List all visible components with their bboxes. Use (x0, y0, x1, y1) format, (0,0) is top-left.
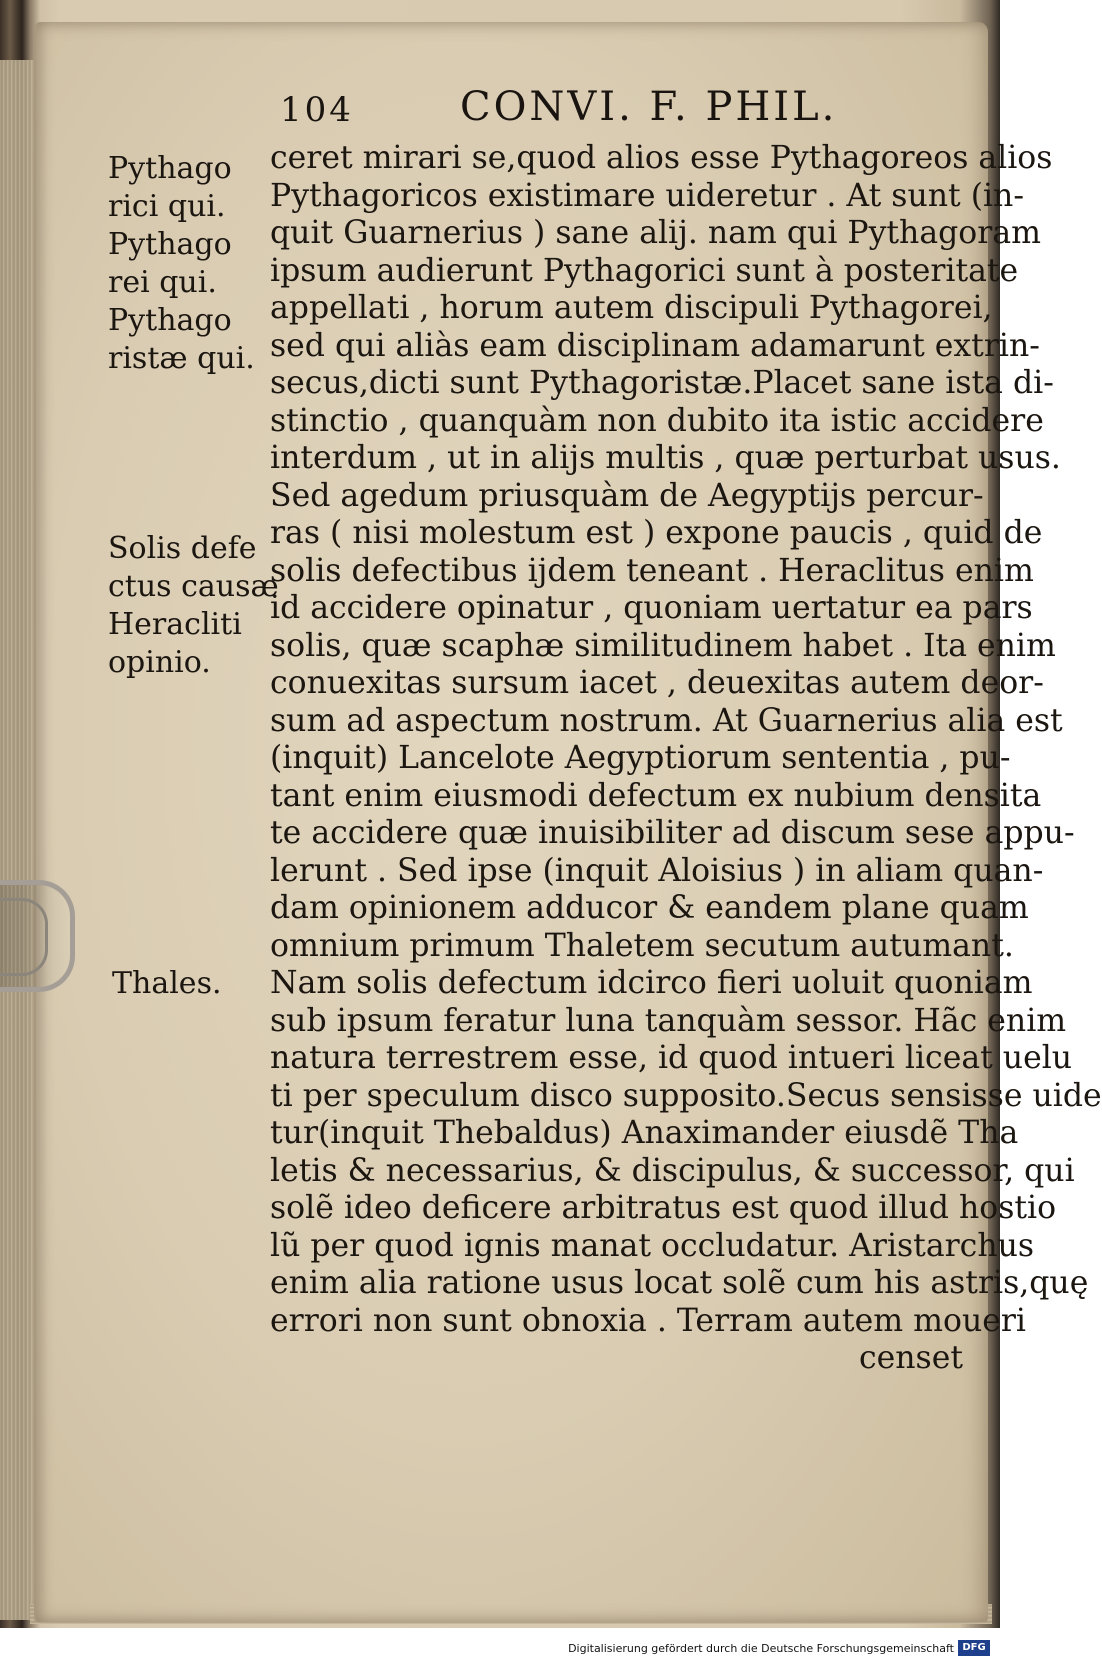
text-line: conuexitas sursum iacet , deuexitas autem deor- (270, 665, 1044, 701)
text-line: tur(inquit Thebaldus) Anaximander eiusdẽ Tha (270, 1115, 1019, 1151)
text-line: solis defectibus ijdem teneant . Heraclitus enim (270, 552, 1034, 589)
text-line: sum ad aspectum nostrum. At Guarnerius alia est (270, 702, 1063, 739)
text-line: te accidere quæ inuisibiliter ad discum sese appu- (270, 815, 1075, 851)
text-line: stinctio , quanquàm non dubito ita istic accidere (270, 402, 1044, 439)
margin-note-line: Thales. (112, 966, 222, 1001)
margin-note-line: ctus causæ (108, 569, 279, 604)
margin-note-line: Solis defe (108, 531, 257, 566)
margin-note-line: Heracliti (108, 607, 242, 642)
page-clip-inner (0, 898, 48, 976)
body-text (270, 140, 1102, 1378)
text-line: sed qui aliàs eam disciplinam adamarunt extrin- (270, 327, 1040, 364)
margin-note-line: rei qui. (108, 265, 217, 300)
page-number: 104 (280, 90, 354, 130)
text-line: sub ipsum feratur luna tanquàm sessor. Hãc enim (270, 1002, 1067, 1039)
text-line: solẽ ideo deficere arbitratus est quod illud hostio (270, 1190, 1057, 1226)
text-line: enim alia ratione usus locat solẽ cum his astris,quę (270, 1265, 1089, 1301)
text-line: omnium primum Thaletem secutum autumant. (270, 927, 1014, 964)
text-line: ceret mirari se,quod alios esse Pythagoreos alios (270, 140, 1053, 176)
margin-note-line: rici qui. (108, 189, 226, 224)
margin-note-line: ristæ qui. (108, 341, 255, 376)
catchword: censet (858, 1340, 963, 1376)
digitization-footer (0, 1630, 1000, 1666)
text-line: ti per speculum disco supposito.Secus sensisse uide (270, 1077, 1102, 1114)
margin-note-line: opinio. (108, 645, 211, 680)
margin-note-solis-defectus (108, 530, 279, 682)
running-head: CONVI. F. PHIL. (460, 84, 838, 130)
funding-credit: Digitalisierung gefördert durch die Deutsche Forschungsgemeinschaft (568, 1642, 954, 1655)
margin-note-line: Pythago (108, 227, 232, 262)
text-line: letis & necessarius, & discipulus, & successor, qui (270, 1152, 1075, 1189)
text-line: ipsum audierunt Pythagorici sunt à posteritate (270, 252, 1019, 289)
margin-note-line: Pythago (108, 151, 232, 186)
text-line: dam opinionem adducor & eandem plane quam (270, 890, 1029, 926)
page-header (280, 80, 920, 140)
text-line: Pythagoricos existimare uideretur . At sunt (in- (270, 177, 1024, 214)
margin-note-line: Pythago (108, 303, 232, 338)
margin-note-thales (112, 965, 222, 1003)
text-line: (inquit) Lancelote Aegyptiorum sententia , pu- (270, 740, 1011, 776)
text-line: Nam solis defectum idcirco fieri uoluit quoniam (270, 965, 1033, 1001)
dfg-logo: DFG (958, 1640, 990, 1656)
text-line: errori non sunt obnoxia . Terram autem moueri (270, 1302, 1026, 1339)
text-line: quit Guarnerius ) sane alij. nam qui Pythagoram (270, 215, 1041, 251)
text-line: natura terrestrem esse, id quod intueri liceat uelu (270, 1040, 1073, 1076)
text-line: interdum , ut in alijs multis , quæ perturbat usus. (270, 440, 1061, 476)
text-line: Sed agedum priusquàm de Aegyptijs percur- (270, 477, 984, 514)
text-line: lũ per quod ignis manat occludatur. Aristarchus (270, 1227, 1035, 1264)
text-line: id accidere opinatur , quoniam uertatur ea pars (270, 590, 1033, 626)
margin-note-pythagorici (108, 150, 255, 378)
text-line: lerunt . Sed ipse (inquit Aloisius ) in aliam quan- (270, 852, 1044, 889)
text-line: secus,dicti sunt Pythagoristæ.Placet sane ista di- (270, 365, 1054, 401)
text-line: solis, quæ scaphæ similitudinem habet . Ita enim (270, 627, 1056, 664)
text-line: appellati , horum autem discipuli Pythagorei, (270, 290, 993, 326)
text-line: tant enim eiusmodi defectum ex nubium densita (270, 777, 1042, 814)
text-line: ras ( nisi molestum est ) expone paucis , quid de (270, 515, 1043, 551)
